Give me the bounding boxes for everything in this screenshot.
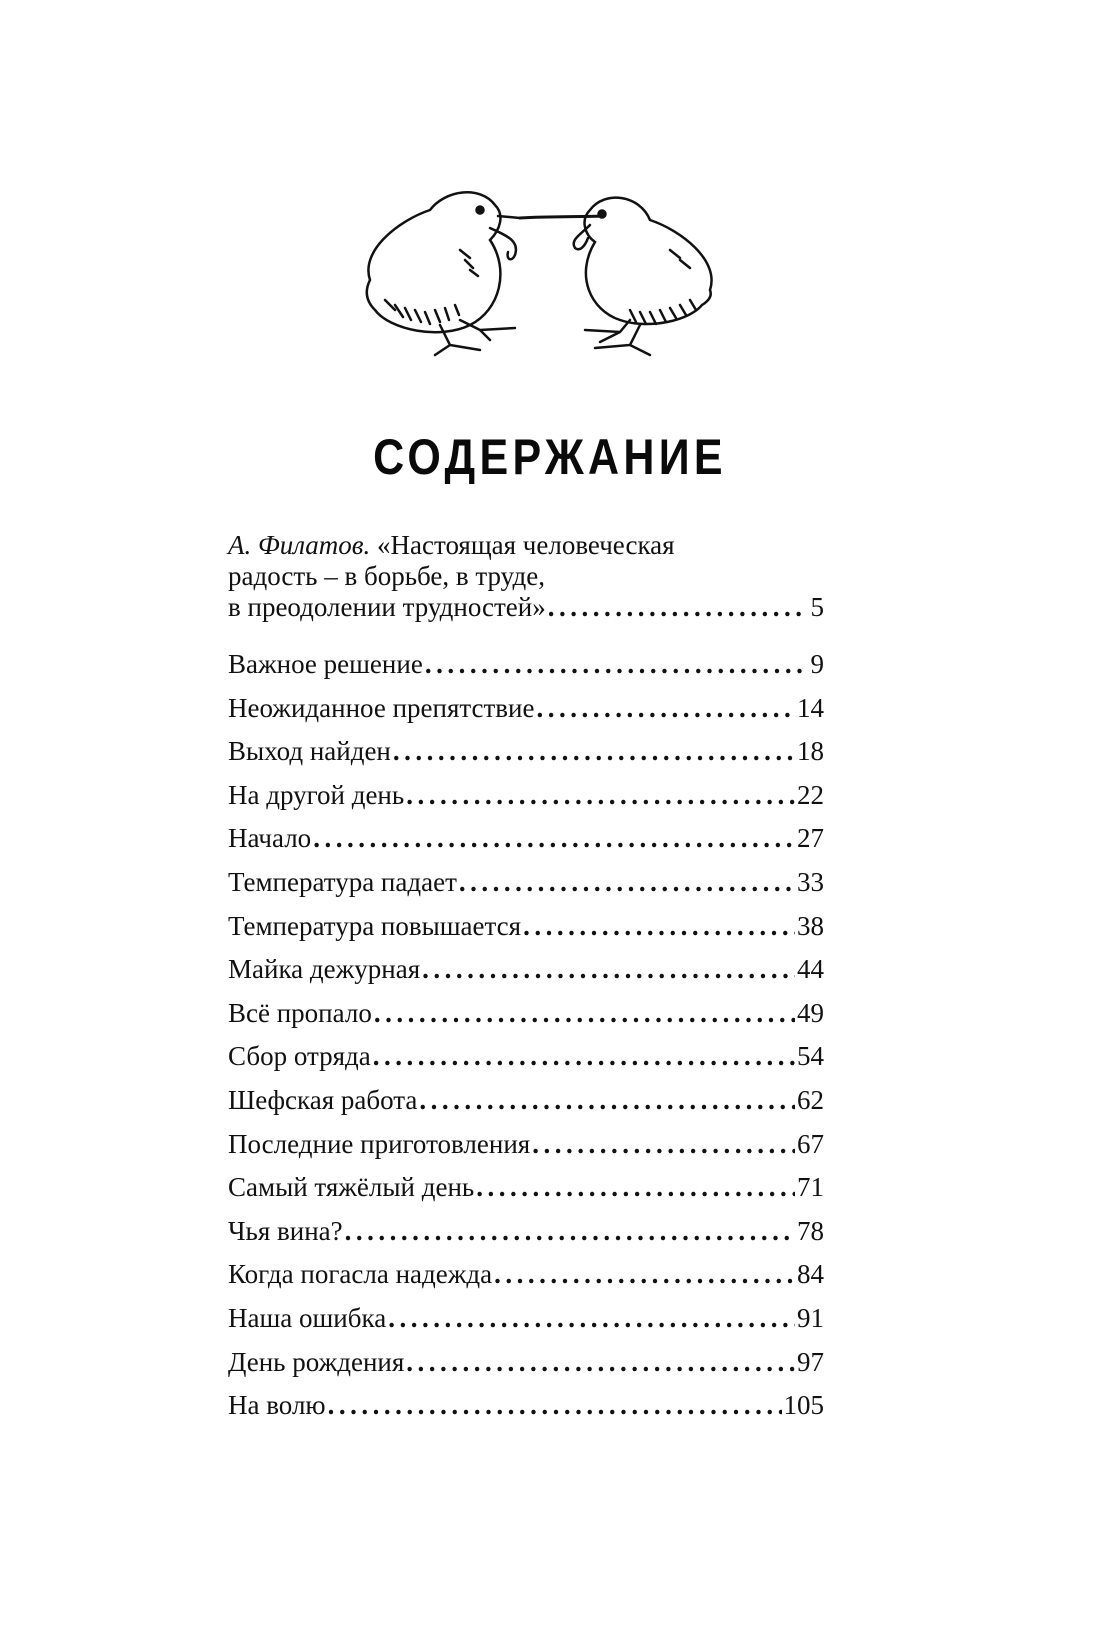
chapter-title: Важное решение [228,649,423,679]
toc-entry[interactable] [228,1303,824,1347]
page-number: 49 [797,997,824,1028]
toc-entry[interactable] [228,911,824,955]
chapter-title: Майка дежурная [228,954,421,985]
toc-entry[interactable] [228,649,824,693]
foreword-line-3 [228,592,824,623]
toc-entry[interactable] [228,1347,824,1391]
page-number: 9 [810,649,824,679]
chapter-title: Начало [228,823,312,854]
chapter-title: Шефская работа [228,1084,418,1115]
page-number: 5 [810,592,824,622]
dot-leader [419,1085,795,1116]
toc-entry[interactable] [228,1129,824,1173]
foreword-title-part-3: в преодолении трудностей» [228,592,546,622]
page-number: 27 [797,823,824,854]
chapter-title: На другой день [228,779,405,810]
page-title: СОДЕРЖАНИЕ [373,429,727,485]
dot-leader [313,823,795,854]
foreword-author: А. Филатов. [228,530,371,560]
dot-leader [537,693,796,724]
toc-entry[interactable] [228,1216,824,1260]
page-number: 71 [797,1172,824,1203]
dot-leader [494,1259,795,1290]
dot-leader [328,1390,782,1421]
page-number: 44 [797,954,824,985]
chapter-title: Сбор отряда [228,1041,371,1072]
dot-leader [406,1347,795,1378]
chapter-title: Всё пропало [228,997,372,1028]
chapter-title: Последние приготовления [228,1128,531,1159]
dot-leader [532,1129,795,1160]
page-number: 38 [797,910,824,941]
dot-leader [345,1216,795,1247]
toc-entry[interactable] [228,954,824,998]
dot-leader [393,736,795,767]
chapter-title: Самый тяжёлый день [228,1172,475,1203]
page-number: 33 [797,866,824,897]
toc-entry[interactable] [228,1041,824,1085]
dot-leader [459,867,795,898]
dot-leader [374,998,795,1029]
foreword-title-part-1: «Настоящая человеческая [370,530,675,560]
chapter-title: Температура повышается [228,910,522,941]
toc-entry[interactable] [228,736,824,780]
chapter-title: Выход найден [228,736,391,767]
chapter-title: День рождения [228,1346,405,1377]
toc-entry[interactable] [228,1259,824,1303]
dot-leader [406,780,795,811]
foreword-line-1 [228,530,824,561]
dot-leader [425,649,802,680]
dot-leader [422,954,795,985]
dot-leader [388,1303,795,1334]
chapter-title: Наша ошибка [228,1302,387,1333]
toc-entry-foreword[interactable] [228,530,824,623]
page-number: 84 [797,1259,824,1290]
toc-entry[interactable] [228,1085,824,1129]
chapter-title: Температура падает [228,866,457,897]
toc-entry[interactable] [228,780,824,824]
toc-entry[interactable] [228,1172,824,1216]
two-chicks-pulling-worm-icon [340,180,740,380]
table-of-contents [228,530,824,1434]
page-number: 67 [797,1128,824,1159]
toc-entry[interactable] [228,693,824,737]
chicks-illustration [340,180,740,380]
chapter-title: На волю [228,1390,326,1421]
toc-entry[interactable] [228,1390,824,1434]
page-number: 97 [797,1346,824,1377]
page-number: 78 [797,1215,824,1246]
page-number: 91 [797,1302,824,1333]
page-number: 18 [797,736,824,767]
chapter-title: Чья вина? [228,1215,343,1246]
toc-entry[interactable] [228,867,824,911]
chapter-title: Неожиданное препятствие [228,692,535,723]
dot-leader [548,592,802,623]
toc-entry[interactable] [228,823,824,867]
page-number: 105 [783,1390,824,1421]
dot-leader [476,1172,795,1203]
page-number: 54 [797,1041,824,1072]
chapter-title: Когда погасла надежда [228,1259,493,1290]
page-number: 14 [797,692,824,723]
dot-leader [373,1041,795,1072]
page-number: 62 [797,1084,824,1115]
dot-leader [523,911,795,942]
foreword-line-2: радость – в борьбе, в труде, [228,561,545,591]
toc-entry[interactable] [228,998,824,1042]
page-number: 22 [797,779,824,810]
